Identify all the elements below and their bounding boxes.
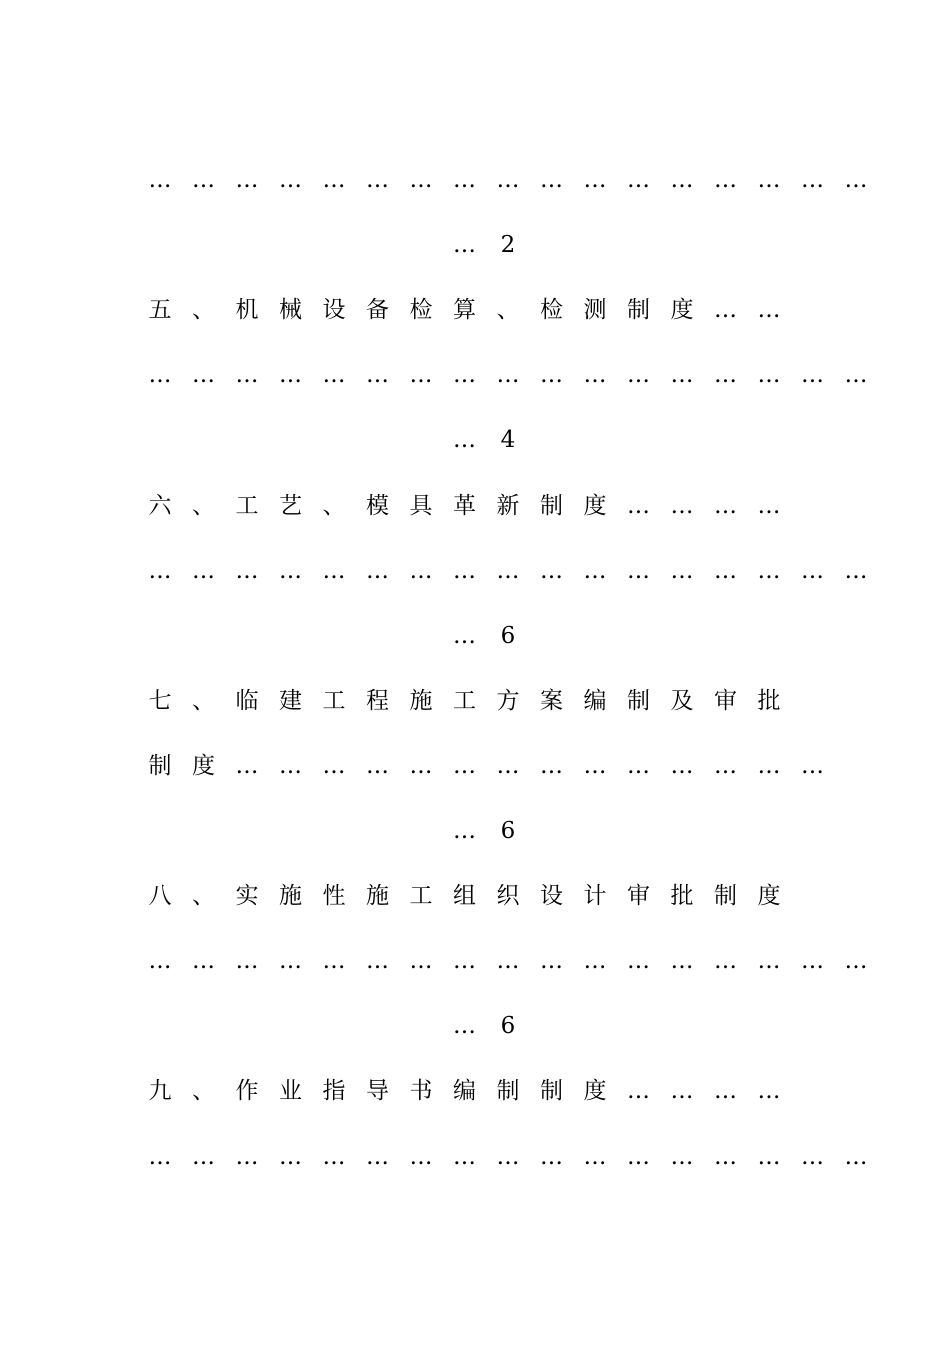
toc-char: … — [453, 948, 476, 975]
toc-char: … — [366, 752, 389, 779]
toc-char: … — [192, 948, 215, 975]
toc-entry-7-continued — [0, 746, 950, 786]
toc-char: … — [279, 948, 302, 975]
toc-char: … — [235, 557, 259, 584]
toc-char: … — [670, 948, 694, 975]
toc-char: … — [148, 557, 172, 584]
toc-char: … — [540, 1143, 563, 1170]
toc-line — [0, 1137, 950, 1177]
toc-char: … — [409, 1143, 433, 1170]
toc-char: 批 — [757, 687, 781, 714]
toc-char: 算 — [453, 297, 476, 324]
toc-char: 度 — [192, 752, 215, 779]
toc-char: … — [453, 622, 476, 649]
toc-page-number — [0, 420, 950, 460]
toc-char: … — [670, 1143, 694, 1170]
toc-entry-5 — [0, 290, 950, 330]
toc-char: 组 — [453, 883, 476, 910]
toc-char: 新 — [496, 492, 520, 519]
toc-char: … — [279, 362, 302, 389]
toc-char: … — [757, 557, 781, 584]
toc-char: … — [409, 362, 433, 389]
toc-char: 六 — [148, 492, 172, 519]
toc-char: … — [801, 557, 824, 584]
toc-char: 批 — [670, 883, 694, 910]
toc-char: … — [496, 167, 520, 193]
toc-char: … — [583, 752, 607, 779]
toc-char: … — [801, 362, 824, 389]
toc-char: 施 — [366, 883, 389, 910]
toc-char: … — [714, 1143, 737, 1170]
toc-char: … — [627, 167, 650, 193]
toc-char: 、 — [322, 492, 346, 519]
toc-char: 度 — [757, 883, 781, 910]
toc-char: 施 — [279, 883, 302, 910]
toc-char: … — [714, 1078, 737, 1105]
toc-char: … — [844, 557, 868, 584]
toc-char: … — [192, 1143, 215, 1170]
toc-char: … — [540, 167, 563, 193]
toc-char: 编 — [583, 687, 607, 714]
toc-char: … — [670, 752, 694, 779]
toc-char: 工 — [453, 687, 476, 714]
toc-char: 工 — [322, 687, 346, 714]
toc-char: … — [540, 362, 563, 389]
toc-char: 计 — [583, 883, 607, 910]
toc-char: … — [583, 1143, 607, 1170]
toc-char: … — [844, 1143, 868, 1170]
toc-char: 度 — [670, 297, 694, 324]
toc-char: 及 — [670, 687, 694, 714]
toc-char: 具 — [409, 492, 433, 519]
toc-char: … — [322, 752, 346, 779]
toc-char: … — [844, 167, 868, 193]
toc-char: 九 — [148, 1078, 172, 1105]
toc-char: … — [322, 948, 346, 975]
toc-char: 建 — [279, 687, 302, 714]
toc-line — [0, 941, 950, 981]
toc-char: 度 — [583, 492, 607, 519]
toc-char: … — [757, 492, 781, 519]
toc-char: … — [757, 297, 781, 324]
toc-char: 、 — [496, 297, 520, 324]
toc-char: … — [453, 1013, 476, 1040]
toc-char: … — [279, 167, 302, 193]
toc-char: … — [670, 492, 694, 519]
toc-page-number — [0, 616, 950, 656]
toc-char: … — [627, 752, 650, 779]
toc-char: 度 — [583, 1078, 607, 1105]
toc-char: … — [322, 1143, 346, 1170]
toc-char: … — [409, 557, 433, 584]
toc-char: … — [496, 362, 520, 389]
toc-char: 设 — [540, 883, 563, 910]
toc-char: 编 — [453, 1078, 476, 1105]
toc-char: … — [540, 948, 563, 975]
toc-char: 七 — [148, 687, 172, 714]
toc-char: … — [670, 167, 694, 193]
toc-char: … — [279, 752, 302, 779]
toc-entry-9 — [0, 1071, 950, 1111]
toc-char: … — [148, 167, 172, 193]
toc-char: 检 — [540, 297, 563, 324]
toc-char: 、 — [192, 883, 215, 910]
toc-char: 作 — [235, 1078, 259, 1105]
toc-char: … — [496, 752, 520, 779]
toc-char: … — [496, 557, 520, 584]
toc-char: 4 — [500, 427, 516, 454]
toc-char: … — [757, 752, 781, 779]
toc-entry-7 — [0, 681, 950, 721]
toc-char: 临 — [235, 687, 259, 714]
toc-line — [0, 160, 950, 200]
toc-char: … — [801, 948, 824, 975]
toc-char: 工 — [409, 883, 433, 910]
toc-char: … — [235, 752, 259, 779]
toc-char: … — [627, 1143, 650, 1170]
toc-char: … — [540, 752, 563, 779]
toc-char: … — [583, 557, 607, 584]
toc-char: … — [279, 1143, 302, 1170]
toc-char: … — [453, 232, 476, 259]
toc-char: … — [453, 557, 476, 584]
toc-char: … — [627, 948, 650, 975]
toc-char: … — [366, 948, 389, 975]
toc-char: … — [627, 362, 650, 389]
toc-char: … — [453, 167, 476, 193]
toc-char: 备 — [366, 297, 389, 324]
toc-char: 导 — [366, 1078, 389, 1105]
toc-char: 、 — [192, 687, 215, 714]
toc-char: … — [670, 557, 694, 584]
toc-char: 性 — [322, 883, 346, 910]
toc-char: … — [844, 362, 868, 389]
toc-char: 2 — [500, 232, 516, 259]
toc-char: … — [409, 752, 433, 779]
toc-page-number — [0, 1006, 950, 1046]
toc-char: 制 — [540, 1078, 563, 1105]
toc-char: … — [366, 1143, 389, 1170]
toc-line — [0, 551, 950, 591]
toc-char: 八 — [148, 883, 172, 910]
toc-char: 、 — [192, 297, 215, 324]
toc-entry-8 — [0, 876, 950, 916]
toc-char: … — [148, 1143, 172, 1170]
toc-char: … — [714, 362, 737, 389]
toc-char: … — [322, 362, 346, 389]
toc-char: 案 — [540, 687, 563, 714]
toc-char: … — [453, 752, 476, 779]
toc-char: … — [757, 1078, 781, 1105]
toc-char: … — [496, 1143, 520, 1170]
toc-char: … — [583, 362, 607, 389]
toc-char: … — [583, 948, 607, 975]
toc-char: … — [453, 818, 476, 844]
toc-char: 审 — [714, 687, 737, 714]
toc-char: … — [844, 948, 868, 975]
toc-char: … — [714, 948, 737, 975]
toc-char: … — [670, 362, 694, 389]
toc-page-number — [0, 225, 950, 265]
toc-char: … — [453, 362, 476, 389]
toc-char: 械 — [279, 297, 302, 324]
toc-char: … — [322, 167, 346, 193]
toc-char: 业 — [279, 1078, 302, 1105]
toc-char: 模 — [366, 492, 389, 519]
toc-char: 、 — [192, 492, 215, 519]
toc-char: 、 — [192, 1078, 215, 1105]
toc-char: 书 — [409, 1078, 433, 1105]
toc-char: … — [235, 948, 259, 975]
toc-char: 程 — [366, 687, 389, 714]
toc-char: … — [235, 362, 259, 389]
toc-char: … — [801, 167, 824, 193]
toc-char: 机 — [235, 297, 259, 324]
toc-char: 指 — [322, 1078, 346, 1105]
toc-char: … — [192, 557, 215, 584]
toc-char: … — [192, 362, 215, 389]
toc-char: … — [192, 167, 215, 193]
toc-char: 织 — [496, 883, 520, 910]
toc-char: … — [366, 362, 389, 389]
toc-char: 制 — [714, 883, 737, 910]
toc-char: … — [279, 557, 302, 584]
toc-char: 检 — [409, 297, 433, 324]
toc-char: … — [409, 948, 433, 975]
toc-char: 艺 — [279, 492, 302, 519]
toc-char: … — [757, 1143, 781, 1170]
toc-char: … — [801, 1143, 824, 1170]
toc-char: … — [366, 557, 389, 584]
toc-char: … — [583, 167, 607, 193]
toc-char: … — [627, 557, 650, 584]
toc-char: … — [540, 557, 563, 584]
toc-char: … — [714, 752, 737, 779]
toc-char: 实 — [235, 883, 259, 910]
toc-char: 五 — [148, 297, 172, 324]
toc-line — [0, 355, 950, 395]
toc-char: … — [757, 948, 781, 975]
toc-char: 设 — [322, 297, 346, 324]
toc-char: … — [453, 1143, 476, 1170]
toc-char: 革 — [453, 492, 476, 519]
toc-char: … — [670, 1078, 694, 1105]
toc-char: 6 — [500, 818, 516, 844]
toc-char: … — [757, 362, 781, 389]
toc-char: 审 — [627, 883, 650, 910]
toc-char: 施 — [409, 687, 433, 714]
toc-char: … — [801, 752, 824, 779]
toc-char: … — [496, 948, 520, 975]
toc-char: … — [627, 1078, 650, 1105]
toc-char: 制 — [627, 297, 650, 324]
toc-char: 制 — [148, 752, 172, 779]
toc-char: … — [235, 167, 259, 193]
toc-char: 制 — [540, 492, 563, 519]
toc-char: … — [757, 167, 781, 193]
toc-char: 方 — [496, 687, 520, 714]
toc-char: … — [627, 492, 650, 519]
toc-char: 6 — [500, 622, 516, 649]
toc-char: … — [322, 557, 346, 584]
toc-char: … — [453, 427, 476, 454]
toc-char: 6 — [500, 1013, 516, 1040]
toc-char: 制 — [496, 1078, 520, 1105]
toc-char: … — [409, 167, 433, 193]
toc-char: … — [714, 492, 737, 519]
toc-char: … — [366, 167, 389, 193]
toc-char: 工 — [235, 492, 259, 519]
toc-entry-6 — [0, 486, 950, 526]
toc-char: … — [235, 1143, 259, 1170]
toc-char: 测 — [583, 297, 607, 324]
toc-char: … — [714, 297, 737, 324]
toc-page-number — [0, 811, 950, 851]
toc-char: 制 — [627, 687, 650, 714]
toc-char: … — [148, 362, 172, 389]
toc-char: … — [714, 167, 737, 193]
toc-char: … — [714, 557, 737, 584]
toc-char: … — [148, 948, 172, 975]
